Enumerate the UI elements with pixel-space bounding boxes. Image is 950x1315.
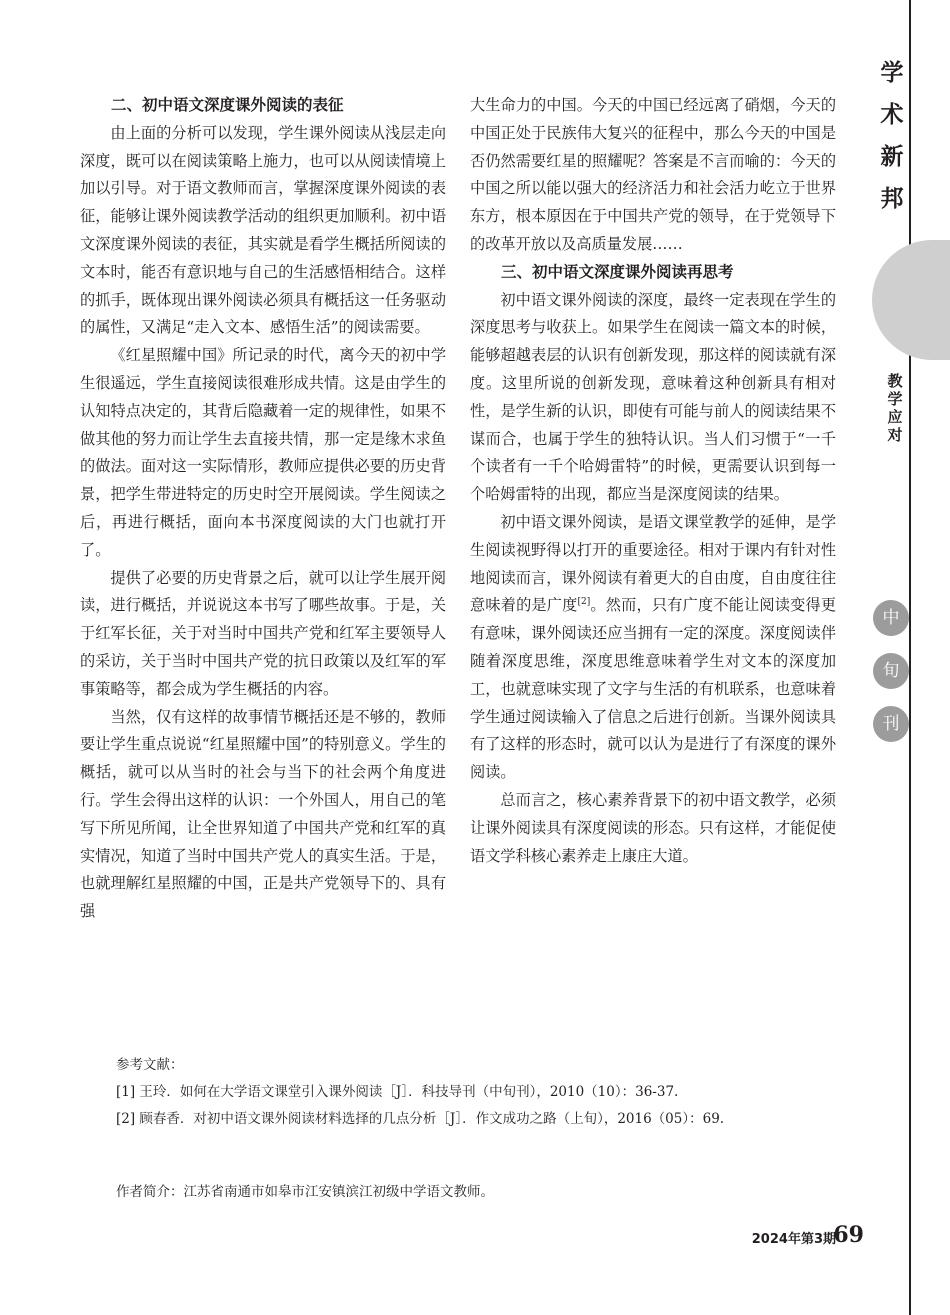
references <box>80 1052 850 1133</box>
sidebar-divider <box>909 0 911 1315</box>
column-title-char: 学 <box>880 60 904 86</box>
section-label-char: 教 <box>887 372 903 390</box>
column-title <box>877 52 907 220</box>
section-heading-3: 三、初中语文深度课外阅读再思考 <box>501 262 734 281</box>
citation-marker: [2] <box>577 597 591 608</box>
page-number: 69 <box>833 1222 864 1248</box>
column-title-char: 新 <box>880 144 904 170</box>
section-label-char: 学 <box>887 390 903 408</box>
right-column <box>470 92 836 870</box>
section-label-char: 对 <box>887 426 903 444</box>
reference-item: [2] 顾春香．对初中语文课外阅读材料选择的几点分析［J］．作文成功之路（上旬），2016（05）：69. <box>116 1111 725 1127</box>
body-paragraph: 当然，仅有这样的故事情节概括还是不够的，教师要让学生重点说说“红星照耀中国”的特别意义。学生的概括，就可以从当时的社会与当下的社会两个角度进行。学生会得出这样的认识：一个外国人，用自己的笔写下所见所闻，让全世界知道了中国共产党和红军的真实情况，知道了当时中国共产党人的真实生活。于是，也就理解红星照耀的中国，正是共产党领导下的、具有强 <box>80 707 446 921</box>
body-paragraph: 总而言之，核心素养背景下的初中语文教学，必须让课外阅读具有深度阅读的形态。只有这样，才能促使语文学科核心素养走上康庄大道。 <box>470 790 836 865</box>
paragraph-text: 。然而，只有广度不能让阅读变得更有意味，课外阅读还应当拥有一定的深度。深度阅读伴随着深度思维，深度思维意味着学生对文本的深度加工，也就意味实现了文字与生活的有机联系，也意味着学生通过阅读输入了信息之后进行创新。当课外阅读具有了这样的形态时，就可以认为是进行了有深度的课外阅读。 <box>470 596 837 782</box>
column-title-char: 术 <box>880 102 904 128</box>
paragraph-text: 初中语文课外阅读，是语文课堂教学的延伸，是学生阅读视野得以打开的重要途径。相对于课内有针对性地阅读而言，课外阅读有着更大的自由度，自由度往往意味着的是广度 <box>470 512 836 615</box>
journal-badge: 中 <box>873 600 909 636</box>
section-heading-2: 二、初中语文深度课外阅读的表征 <box>111 96 344 114</box>
journal-badge: 旬 <box>873 653 909 689</box>
issue-label: 2024年第3期 <box>751 1232 836 1247</box>
left-column <box>80 92 446 926</box>
journal-badge: 刊 <box>873 706 909 742</box>
continued-paragraph: 大生命力的中国。今天的中国已经远离了硝烟，今天的中国正处于民族伟大复兴的征程中，那么今天的中国是否仍然需要红星的照耀呢？答案是不言而喻的：今天的中国之所以能以强大的经济活力和社会活力屹立于世界东方，根本原因在于中国共产党的领导，在于党领导下的改革开放以及高质量发展…… <box>470 96 836 253</box>
reference-item: [1] 王玲．如何在大学语文课堂引入课外阅读［J］．科技导刊（中旬刊），2010（10）：36-37. <box>116 1084 679 1100</box>
author-intro: 作者简介：江苏省南通市如皋市江安镇滨江初级中学语文教师。 <box>116 1184 494 1200</box>
body-paragraph: 提供了必要的历史背景之后，就可以让学生展开阅读，进行概括，并说说这本书写了哪些故事。于是，关于红军长征，关于对当时中国共产党和红军主要领导人的采访，关于当时中国共产党的抗日政策以及红军的军事策略等，都会成为学生概括的内容。 <box>80 568 446 698</box>
body-paragraph: 《红星照耀中国》所记录的时代，离今天的初中学生很遥远，学生直接阅读很难形成共情。这是由学生的认知特点决定的，其背后隐藏着一定的规律性，如果不做其他的努力而让学生去直接共情，那一定是缘木求鱼的做法。面对这一实际情形，教师应提供必要的历史背景，把学生带进特定的历史时空开展阅读。学生阅读之后，再进行概括，面向本书深度阅读的大门也就打开了。 <box>80 346 446 559</box>
column-title-char: 邦 <box>880 186 904 212</box>
decorative-circle <box>872 240 950 360</box>
body-paragraph: 由上面的分析可以发现，学生课外阅读从浅层走向深度，既可以在阅读策略上施力，也可以从阅读情境上加以引导。对于语文教师而言，掌握深度课外阅读的表征，能够让课外阅读教学活动的组织更加顺利。初中语文深度课外阅读的表征，其实就是看学生概括所阅读的文本时，能否有意识地与自己的生活感悟相结合。这样的抓手，既体现出课外阅读必须具有概括这一任务驱动的属性，又满足“走入文本、感悟生活”的阅读需要。 <box>80 123 446 337</box>
body-paragraph <box>470 509 836 787</box>
references-title: 参考文献： <box>116 1057 184 1073</box>
section-label <box>884 372 906 444</box>
section-label-char: 应 <box>887 408 903 426</box>
body-paragraph: 初中语文课外阅读的深度，最终一定表现在学生的深度思考与收获上。如果学生在阅读一篇文本的时候，能够超越表层的认识有创新发现，那这样的阅读就有深度。这里所说的创新发现，意味着这种创新具有相对性，是学生新的认识，即使有可能与前人的阅读结果不谋而合，也属于学生的独特认识。当人们习惯于“一千个读者有一千个哈姆雷特”的时候，更需要认识到每一个哈姆雷特的出现，都应当是深度阅读的结果。 <box>470 290 836 504</box>
